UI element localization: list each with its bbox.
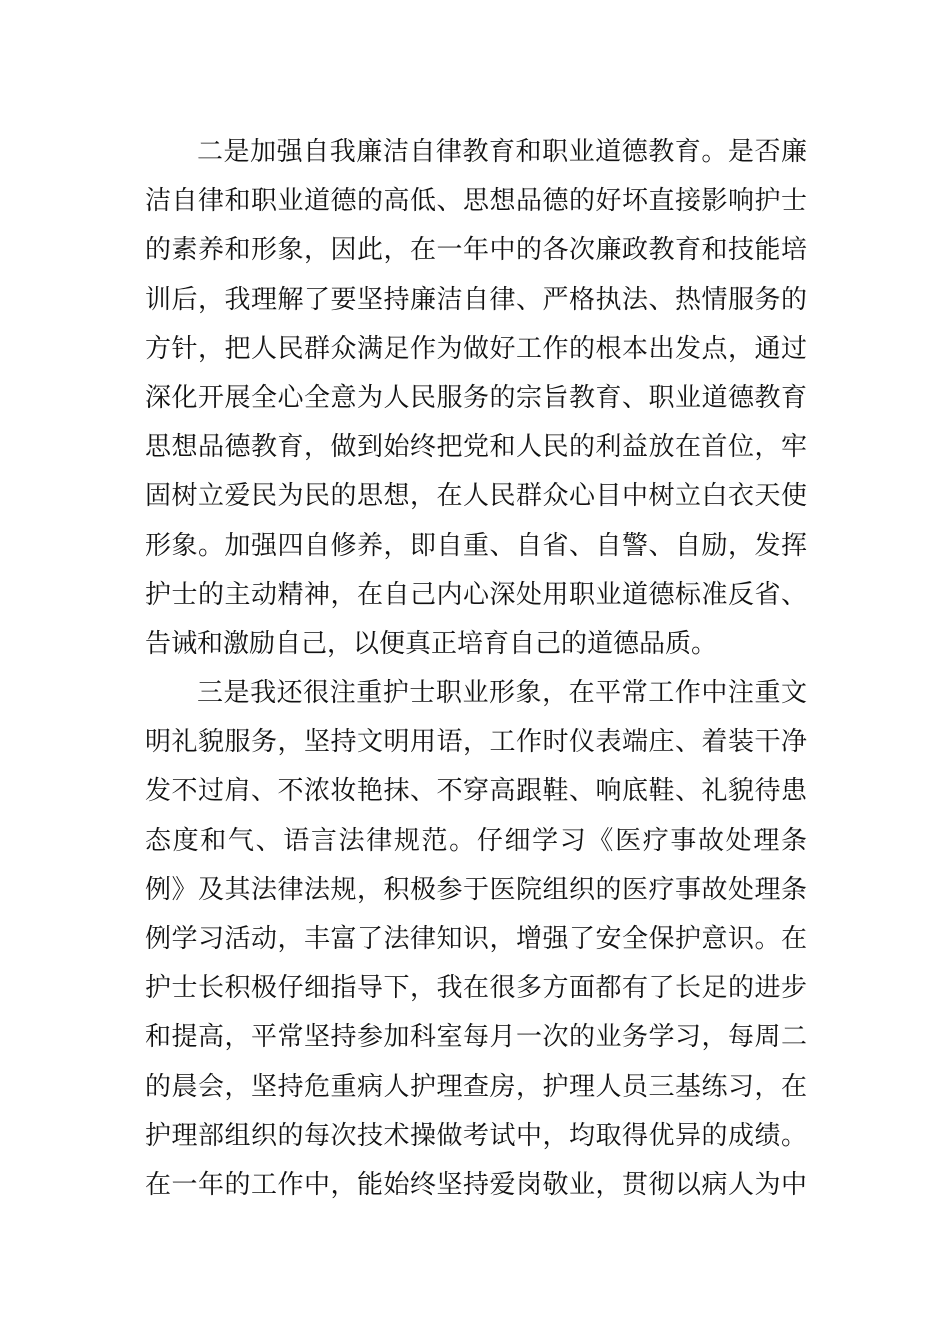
paragraph-line: 护士长积极仔细指导下，我在很多方面都有了长足的进步 [145, 973, 807, 1004]
paragraph-line: 思想品德教育，做到始终把党和人民的利益放在首位，牢 [145, 432, 807, 463]
paragraph-line: 洁自律和职业道德的高低、思想品德的好坏直接影响护士 [145, 186, 807, 217]
paragraph-line: 和提高，平常坚持参加科室每月一次的业务学习，每周二 [145, 1022, 807, 1053]
paragraph-line: 态度和气、语言法律规范。仔细学习《医疗事故处理条 [145, 825, 807, 856]
paragraph-line: 深化开展全心全意为人民服务的宗旨教育、职业道德教育 [145, 382, 807, 413]
paragraph-line: 训后，我理解了要坚持廉洁自律、严格执法、热情服务的 [145, 284, 807, 315]
body-text [145, 128, 807, 1210]
paragraph-line: 明礼貌服务，坚持文明用语，工作时仪表端庄、着装干净 [145, 727, 807, 758]
paragraph-line: 固树立爱民为民的思想，在人民群众心目中树立白衣天使 [145, 481, 807, 512]
paragraph-line: 的晨会，坚持危重病人护理查房，护理人员三基练习，在 [145, 1071, 807, 1102]
paragraph-line: 例学习活动，丰富了法律知识，增强了安全保护意识。在 [145, 924, 807, 954]
paragraph-line: 二是加强自我廉洁自律教育和职业道德教育。是否廉 [197, 137, 807, 167]
paragraph-line: 例》及其法律法规，积极参于医院组织的医疗事故处理条 [145, 874, 807, 905]
paragraph-line: 护士的主动精神，在自己内心深处用职业道德标准反省、 [145, 579, 807, 610]
paragraph-line: 方针，把人民群众满足作为做好工作的根本出发点，通过 [145, 333, 807, 364]
paragraph-line: 三是我还很注重护士职业形象，在平常工作中注重文 [197, 678, 807, 709]
paragraph-2 [145, 669, 807, 1210]
paragraph-line: 发不过肩、不浓妆艳抹、不穿高跟鞋、响底鞋、礼貌待患 [145, 776, 807, 807]
paragraph-line: 的素养和形象，因此，在一年中的各次廉政教育和技能培 [145, 235, 807, 266]
paragraph-line: 护理部组织的每次技术操做考试中，均取得优异的成绩。 [145, 1120, 807, 1151]
paragraph-line: 形象。加强四自修养，即自重、自省、自警、自励，发挥 [145, 530, 807, 561]
paragraph-1 [145, 128, 807, 669]
paragraph-line: 告诫和激励自己，以便真正培育自己的道德品质。 [145, 628, 718, 659]
paragraph-line: 在一年的工作中，能始终坚持爱岗敬业，贯彻以病人为中 [145, 1169, 807, 1200]
